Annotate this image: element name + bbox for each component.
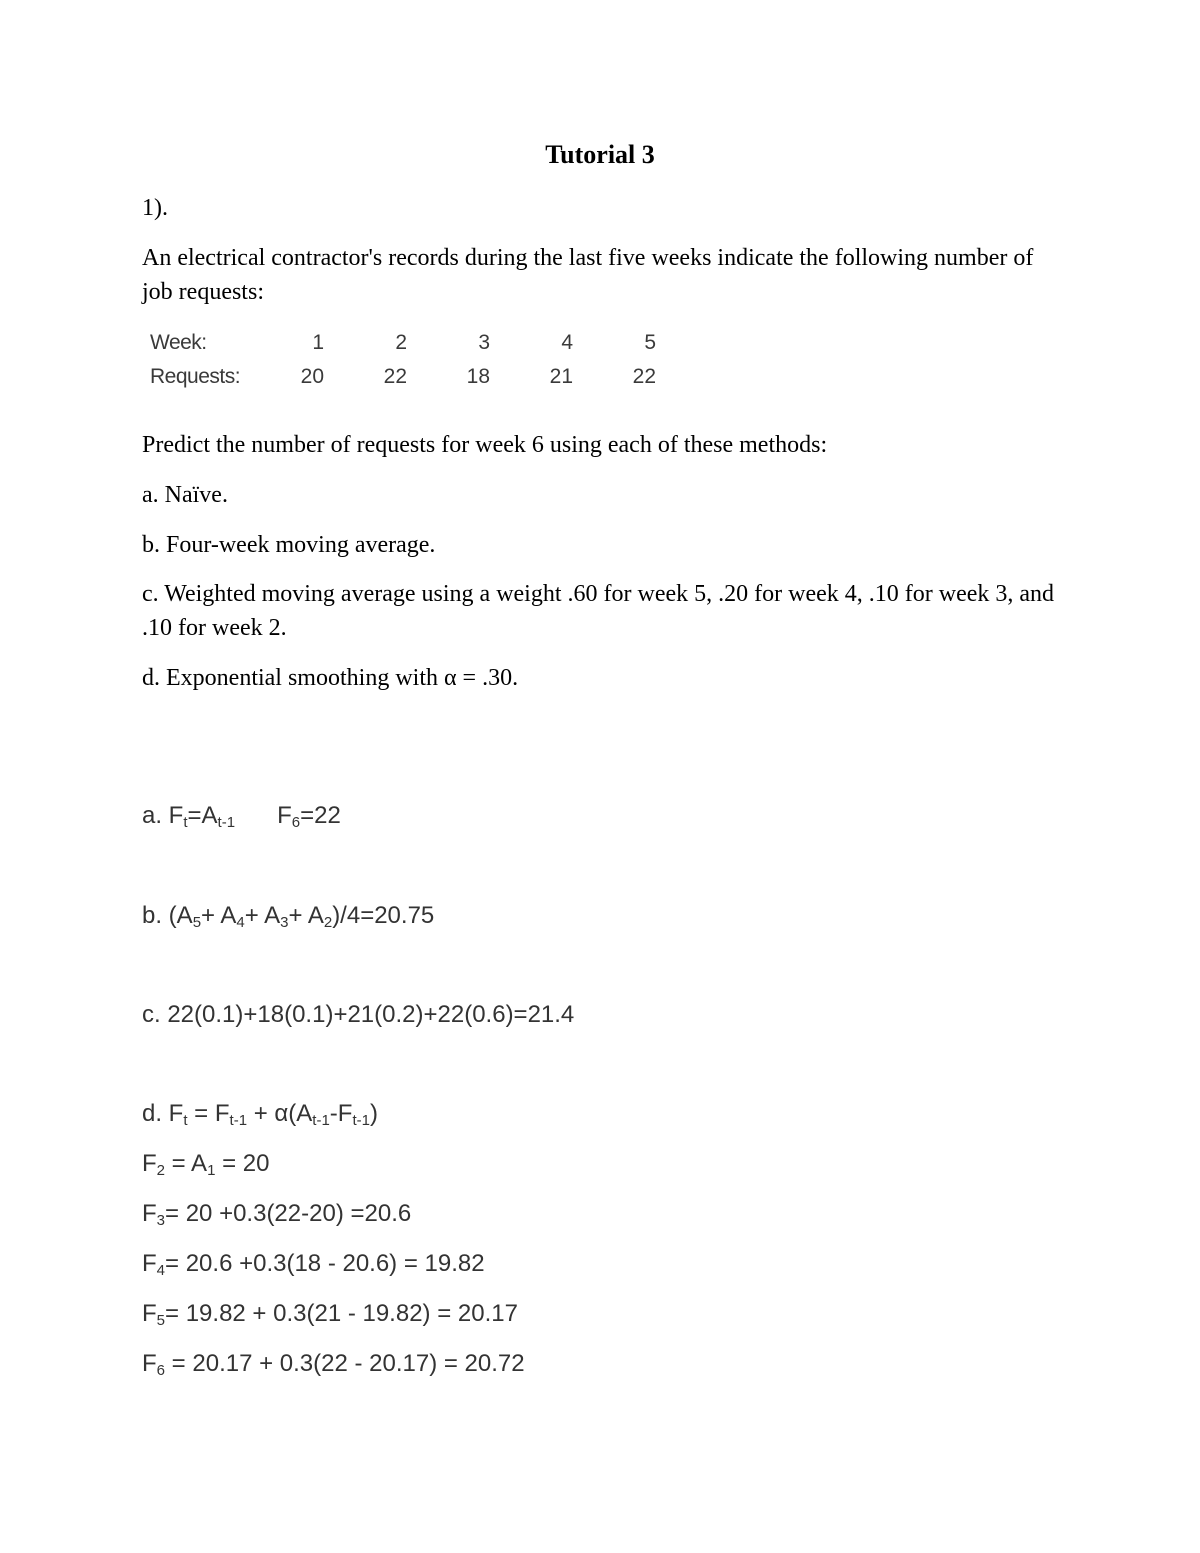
method-c: c. Weighted moving average using a weight .60 for week 5, .20 for week 4, .10 for week 3, and .10 for week 2. xyxy=(142,581,1055,641)
requests-cell: 22 xyxy=(383,365,407,388)
requests-cell: 21 xyxy=(549,365,573,388)
method-b: b. Four-week moving average. xyxy=(142,532,436,558)
requests-cell: 22 xyxy=(632,365,656,388)
week-row xyxy=(150,326,656,360)
requests-label: Requests: xyxy=(150,365,241,388)
week-cell: 2 xyxy=(395,331,407,354)
method-d: d. Exponential smoothing with α = .30. xyxy=(142,665,519,691)
requests-cell: 20 xyxy=(300,365,324,388)
answer-d-step: $F_4= 20.6 +0.3(18 - 20.6) = 19.82$ xyxy=(142,1250,485,1279)
document-title: Tutorial 3 xyxy=(545,140,655,169)
requests-row xyxy=(150,360,656,394)
job-requests-table xyxy=(150,326,656,394)
requests-cell: 18 xyxy=(466,365,490,388)
answer-d-step: $F_5= 19.82 + 0.3(21 - 19.82) = 20.17$ xyxy=(142,1300,518,1329)
question-number: 1). xyxy=(142,195,168,221)
question-intro: An electrical contractor's records during the last five weeks indicate the following number of job requests: xyxy=(142,245,1034,305)
answer-d-step: $F_6 = 20.17 + 0.3(22 - 20.17) = 20.72$ xyxy=(142,1350,525,1379)
answer-b: b. $(A_5+ A_4+ A_3+ A_2)/4=20.75$ xyxy=(142,902,435,931)
answer-a: a. $F_t=A_{t-1}$ $F_6=22$ xyxy=(142,802,341,831)
week-cell: 4 xyxy=(561,331,573,354)
week-label: Week: xyxy=(150,331,207,354)
week-cell: 5 xyxy=(644,331,656,354)
week-cell: 1 xyxy=(312,331,324,354)
answer-d-step: $F_3= 20 +0.3(22-20) =20.6$ xyxy=(142,1200,412,1229)
answer-d-step: $F_2 = A_1 = 20$ xyxy=(142,1150,270,1179)
answer-c: c. 22(0.1)+18(0.1)+21(0.2)+22(0.6)=21.4 xyxy=(142,1001,575,1028)
method-a: a. Naïve. xyxy=(142,482,228,508)
question-prompt: Predict the number of requests for week 6 using each of these methods: xyxy=(142,432,828,458)
week-cell: 3 xyxy=(478,331,490,354)
answer-d-formula: d. $F_t = F_{t-1} + \alpha(A_{t-1}-F_{t-1})$ xyxy=(142,1100,378,1129)
